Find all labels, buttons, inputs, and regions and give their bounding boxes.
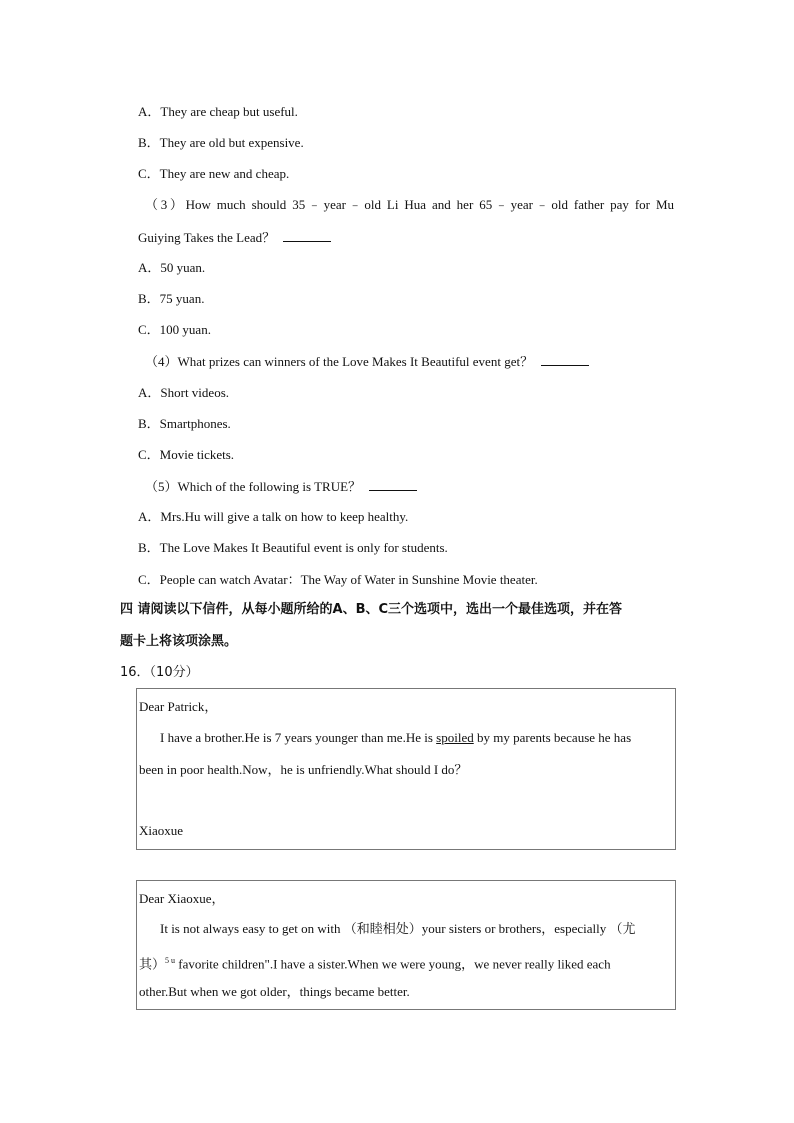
q3-question-line2 [138,229,331,246]
q3-option-b: B．75 yuan. [138,291,205,306]
q4-option-b: B．Smartphones. [138,416,231,431]
letter2-body-line2 [139,953,611,972]
q4-option-a: A．Short videos. [138,385,230,400]
letter1-body-line2: been in poor health.Now，he is unfriendly.What should I do？ [139,762,468,777]
letter1-body-pre: I have a brother.He is 7 years younger than me.He is [160,730,437,745]
q5-question [145,478,417,495]
letter1-greeting: Dear Patrick， [139,699,218,714]
q5-option-b: B．The Love Makes It Beautiful event is only for students. [138,540,448,555]
q2-option-b: B．They are old but expensive. [138,135,304,150]
q3-option-c: C．100 yuan. [138,322,211,337]
underlined-word-spoiled: spoiled [436,730,474,745]
q4-question-text: （4）What prizes can winners of the Love Makes It Beautiful event get？ [145,354,534,369]
q5-option-c: C．People can watch Avatar：The Way of Water in Sunshine Movie theater. [138,572,538,587]
letter2-body-line1: It is not always easy to get on with （和睦相处）your sisters or brothers，especially （尤 [160,921,636,936]
q4-option-c: C．Movie tickets. [138,447,235,462]
letter2-body2-pre: 其） [139,956,166,972]
letter2-body-line3: other.But when we got older，things became better. [139,984,410,999]
q2-option-a: A．They are cheap but useful. [138,104,298,119]
q3-option-a: A．50 yuan. [138,260,206,275]
letter2-body2-post: favorite children".I have a sister.When we were young，we never really liked each [175,956,611,972]
letter2-superscript: 5 u [165,956,176,965]
q4-question [145,353,589,370]
letter2-greeting: Dear Xiaoxue， [139,891,225,906]
question-16-number: 16．（10分） [120,665,199,680]
section-4-heading-line2: 题卡上将该项涂黑。 [120,634,238,649]
section-4-heading-line1: 四 请阅读以下信件，从每小题所给的A、B、C三个选项中，选出一个最佳选项，并在答 [120,602,623,617]
q3-question-text: Guiying Takes the Lead？ [138,230,276,245]
q3-question-line1: （3）How much should 35﹣year﹣old Li Hua and her 65﹣year﹣old father pay for Mu [145,197,674,212]
q5-option-a: A．Mrs.Hu will give a talk on how to keep healthy. [138,509,409,524]
answer-blank [369,478,417,491]
letter1-signature: Xiaoxue [139,823,184,838]
answer-blank [283,229,331,242]
letter1-body-post: by my parents because he has [473,730,632,745]
letter1-body-line1 [160,730,631,746]
q5-question-text: （5）Which of the following is TRUE？ [145,479,362,494]
q2-option-c: C．They are new and cheap. [138,166,290,181]
answer-blank [541,353,589,366]
